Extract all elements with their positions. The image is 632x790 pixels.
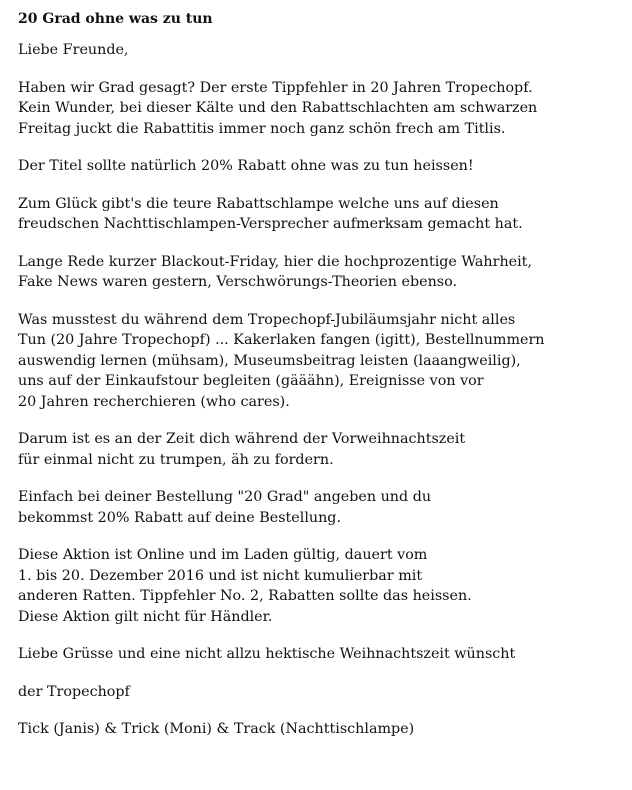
paragraph: [18, 252, 632, 293]
text-line: der Tropechopf: [18, 683, 130, 700]
text-line: auswendig lernen (mühsam), Museumsbeitrag leisten (laaangweilig),: [18, 352, 521, 369]
paragraph: [18, 194, 632, 235]
paragraph: [18, 545, 632, 627]
paragraph: [18, 310, 632, 413]
text-line: Zum Glück gibt's die teure Rabattschlampe welche uns auf diesen: [18, 195, 499, 212]
paragraph: [18, 719, 632, 740]
paragraph: [18, 682, 632, 703]
document-body: [18, 40, 632, 740]
paragraph: [18, 487, 632, 528]
text-line: Lange Rede kurzer Blackout-Friday, hier die hochprozentige Wahrheit,: [18, 253, 532, 270]
text-line: Liebe Freunde,: [18, 42, 129, 58]
text-line: Diese Aktion gilt nicht für Händler.: [18, 608, 273, 625]
paragraph: [18, 40, 632, 61]
paragraph: [18, 644, 632, 665]
text-line: Was musstest du während dem Tropechopf-Jubiläumsjahr nicht alles: [18, 311, 516, 328]
text-line: Darum ist es an der Zeit dich während der Vorweihnachtszeit: [18, 431, 466, 447]
paragraph: [18, 429, 632, 470]
text-line: uns auf der Einkaufstour begleiten (gääähn), Ereignisse von vor: [18, 373, 484, 389]
paragraph: [18, 78, 632, 140]
text-line: freudschen Nachttischlampen-Versprecher aufmerksam gemacht hat.: [18, 216, 523, 232]
text-line: Haben wir Grad gesagt? Der erste Tippfehler in 20 Jahren Tropechopf.: [18, 79, 533, 96]
text-line: Einfach bei deiner Bestellung "20 Grad" angeben und du: [18, 489, 432, 505]
text-line: Diese Aktion ist Online und im Laden gültig, dauert vom: [18, 547, 428, 563]
text-line: für einmal nicht zu trumpen, äh zu fordern.: [18, 451, 334, 468]
text-line: Kein Wunder, bei dieser Kälte und den Rabattschlachten am schwarzen: [18, 100, 538, 116]
text-line: Tun (20 Jahre Tropechopf) ... Kakerlaken fangen (igitt), Bestellnummern: [18, 332, 545, 348]
paragraph: [18, 156, 632, 177]
text-line: 1. bis 20. Dezember 2016 und ist nicht kumulierbar mit: [18, 567, 423, 584]
text-line: 20 Jahren recherchieren (who cares).: [18, 393, 290, 410]
text-line: bekommst 20% Rabatt auf deine Bestellung.: [18, 509, 342, 526]
text-line: Freitag juckt die Rabattitis immer noch ganz schön frech am Titlis.: [18, 120, 506, 137]
text-line: Der Titel sollte natürlich 20% Rabatt ohne was zu tun heissen!: [18, 158, 474, 174]
text-line: anderen Ratten. Tippfehler No. 2, Rabatten sollte das heissen.: [18, 588, 472, 604]
text-line: Tick (Janis) & Trick (Moni) & Track (Nachttischlampe): [18, 721, 415, 737]
text-line: Liebe Grüsse und eine nicht allzu hektische Weihnachtszeit wünscht: [18, 646, 516, 662]
text-line: Fake News waren gestern, Verschwörungs-Theorien ebenso.: [18, 274, 458, 290]
document-title: 20 Grad ohne was zu tun: [18, 11, 213, 27]
